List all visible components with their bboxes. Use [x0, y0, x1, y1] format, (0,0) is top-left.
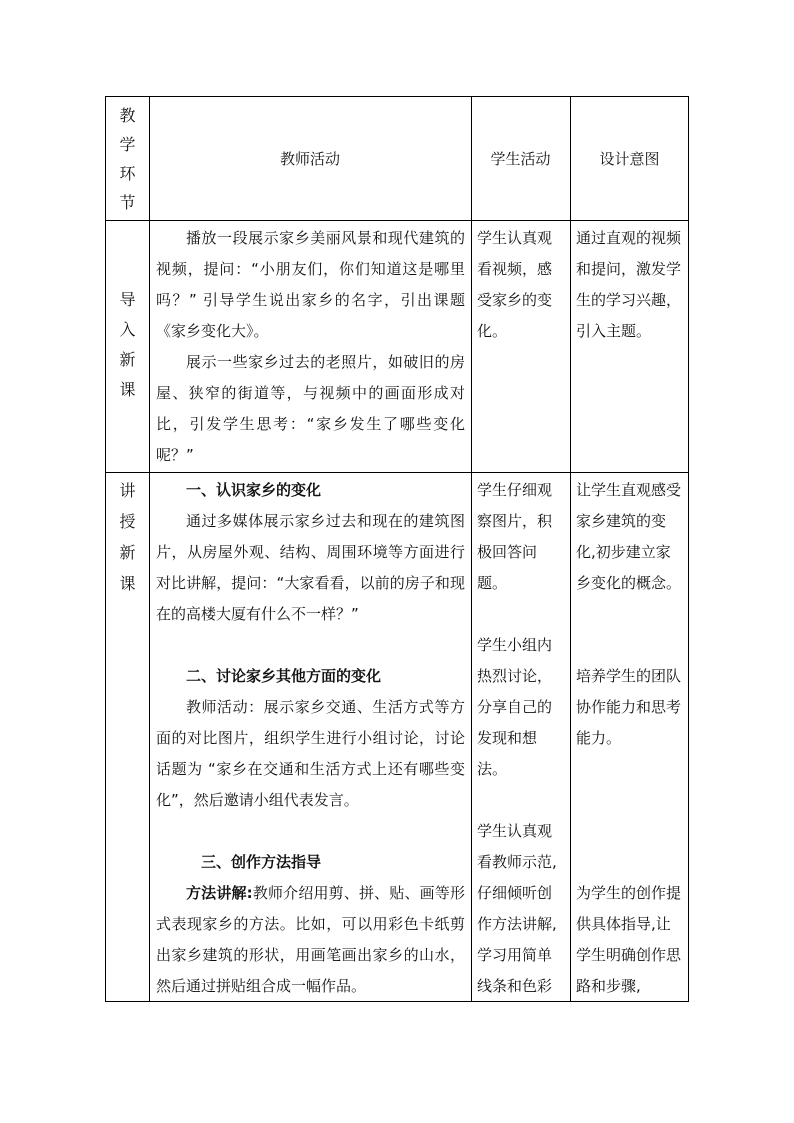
intro-teacher-paragraph-2: 展示一些家乡过去的老照片，如破旧的房屋、狭窄的街道等，与视频中的画面形成对比，引发学生思考：“家乡发生了哪些变化呢？”	[156, 353, 465, 464]
table-border-row2	[105, 472, 689, 473]
section-char: 导	[119, 290, 136, 309]
teaching-design-intent-1: 让学生直观感受家乡建筑的变化,初步建立家乡变化的概念。	[576, 481, 682, 592]
section-label-teaching	[106, 475, 149, 599]
header-design-intent: 设计意图	[599, 150, 660, 168]
intro-teacher-paragraph-1: 播放一段展示家乡美丽风景和现代建筑的视频，提问：“小朋友们，你们知道这是哪里吗？” 引导学生说出家乡的名字，引出课题《家乡变化大》。	[156, 229, 465, 340]
method-lead: 方法讲解:	[186, 884, 253, 902]
spacer	[156, 816, 465, 847]
spacer	[156, 630, 465, 661]
heading-recognize-changes: 一、认识家乡的变化	[186, 481, 322, 499]
teaching-student-activity-3: 学生认真观看教师示范,仔细倾听创作方法讲解,学习用简单线条和色彩	[477, 822, 557, 995]
section-char: 授	[119, 512, 136, 531]
header-char: 学	[119, 135, 136, 154]
header-student-activity: 学生活动	[490, 150, 551, 168]
section-char: 新	[119, 350, 136, 369]
section-char: 入	[119, 320, 136, 339]
teaching-design-intent-2: 培养学生的团队协作能力和思考能力。	[576, 667, 682, 747]
section-char: 课	[119, 574, 136, 593]
teaching-student-activity-1: 学生仔细观察图片，积极回答问题。	[477, 481, 553, 592]
section-label-intro	[106, 285, 149, 405]
paragraph-discuss-changes: 教师活动：展示家乡交通、生活方式等方面的对比图片，组织学生进行小组讨论，讨论话题为 “家乡在交通和生活方式上还有哪些变化”，然后邀请小组代表发言。	[156, 698, 465, 809]
section-char: 新	[119, 543, 136, 562]
header-char: 环	[119, 164, 136, 183]
paragraph-recognize-changes: 通过多媒体展示家乡过去和现在的建筑图片，从房屋外观、结构、周围环境等方面进行对比讲解，提问：“大家看看，以前的房子和现在的高楼大厦有什么不一样？”	[156, 512, 465, 623]
heading-method-guidance: 三、创作方法指导	[201, 853, 322, 871]
intro-teacher-activity	[149, 223, 471, 471]
section-char: 讲	[119, 481, 136, 500]
heading-discuss-changes: 二、讨论家乡其他方面的变化	[186, 667, 382, 685]
method-text: 教师介绍用剪、拼、贴、画等形式表现家乡的方法。比如，可以用彩色卡纸剪出家乡建筑的形状，用画笔画出家乡的山水，然后通过拼贴组合成一幅作品。	[156, 884, 465, 995]
header-teacher-activity: 教师活动	[279, 150, 340, 168]
teaching-design-intent-3: 为学生的创作提供具体指导,让学生明确创作思路和步骤,	[576, 884, 682, 995]
header-char: 节	[119, 193, 136, 212]
teaching-student-activity-2: 学生小组内热烈讨论，分享自己的发现和想法。	[477, 636, 553, 778]
header-char: 教	[119, 106, 136, 125]
intro-design-intent: 通过直观的视频和提问，激发学生的学习兴趣，引入主题。	[576, 229, 682, 340]
header-section-cell	[106, 97, 149, 220]
section-char: 课	[119, 380, 136, 399]
table-border-row1	[105, 220, 689, 221]
teaching-teacher-activity	[149, 475, 471, 1002]
intro-student-activity: 学生认真观看视频，感受家乡的变化。	[477, 229, 553, 340]
paragraph-method-guidance	[156, 878, 465, 1002]
